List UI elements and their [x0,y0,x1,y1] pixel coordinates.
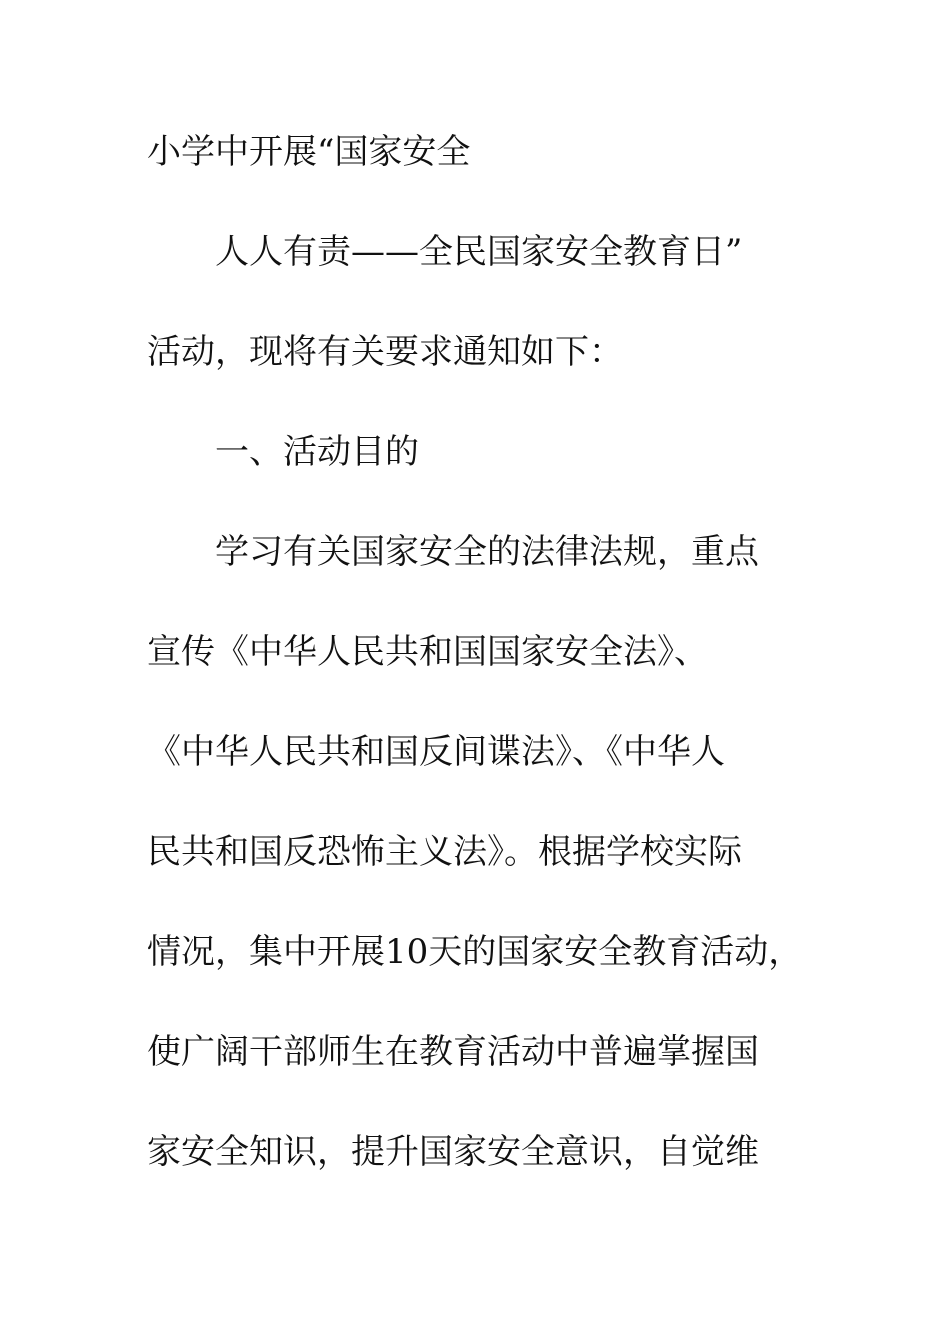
text-line-5: 学习有关国家安全的法律法规，重点 [215,532,759,572]
text-line-1: 小学中开展“国家安全 [147,132,471,172]
text-line-3: 活动，现将有关要求通知如下： [147,332,623,372]
section-heading: 一、活动目的 [215,432,419,472]
text-line-8: 民共和国反恐怖主义法》。根据学校实际 [147,832,742,872]
text-line-7: 《中华人民共和国反间谍法》、《中华人 [147,732,725,772]
text-line-9: 情况，集中开展10天的国家安全教育活动， [147,932,803,972]
text-line-11: 家安全知识，提升国家安全意识，自觉维 [147,1132,759,1172]
text-line-10: 使广阔干部师生在教育活动中普遍掌握国 [147,1032,759,1072]
text-line-6: 宣传《中华人民共和国国家安全法》、 [147,632,708,672]
text-line-2: 人人有责——全民国家安全教育日” [215,232,743,272]
